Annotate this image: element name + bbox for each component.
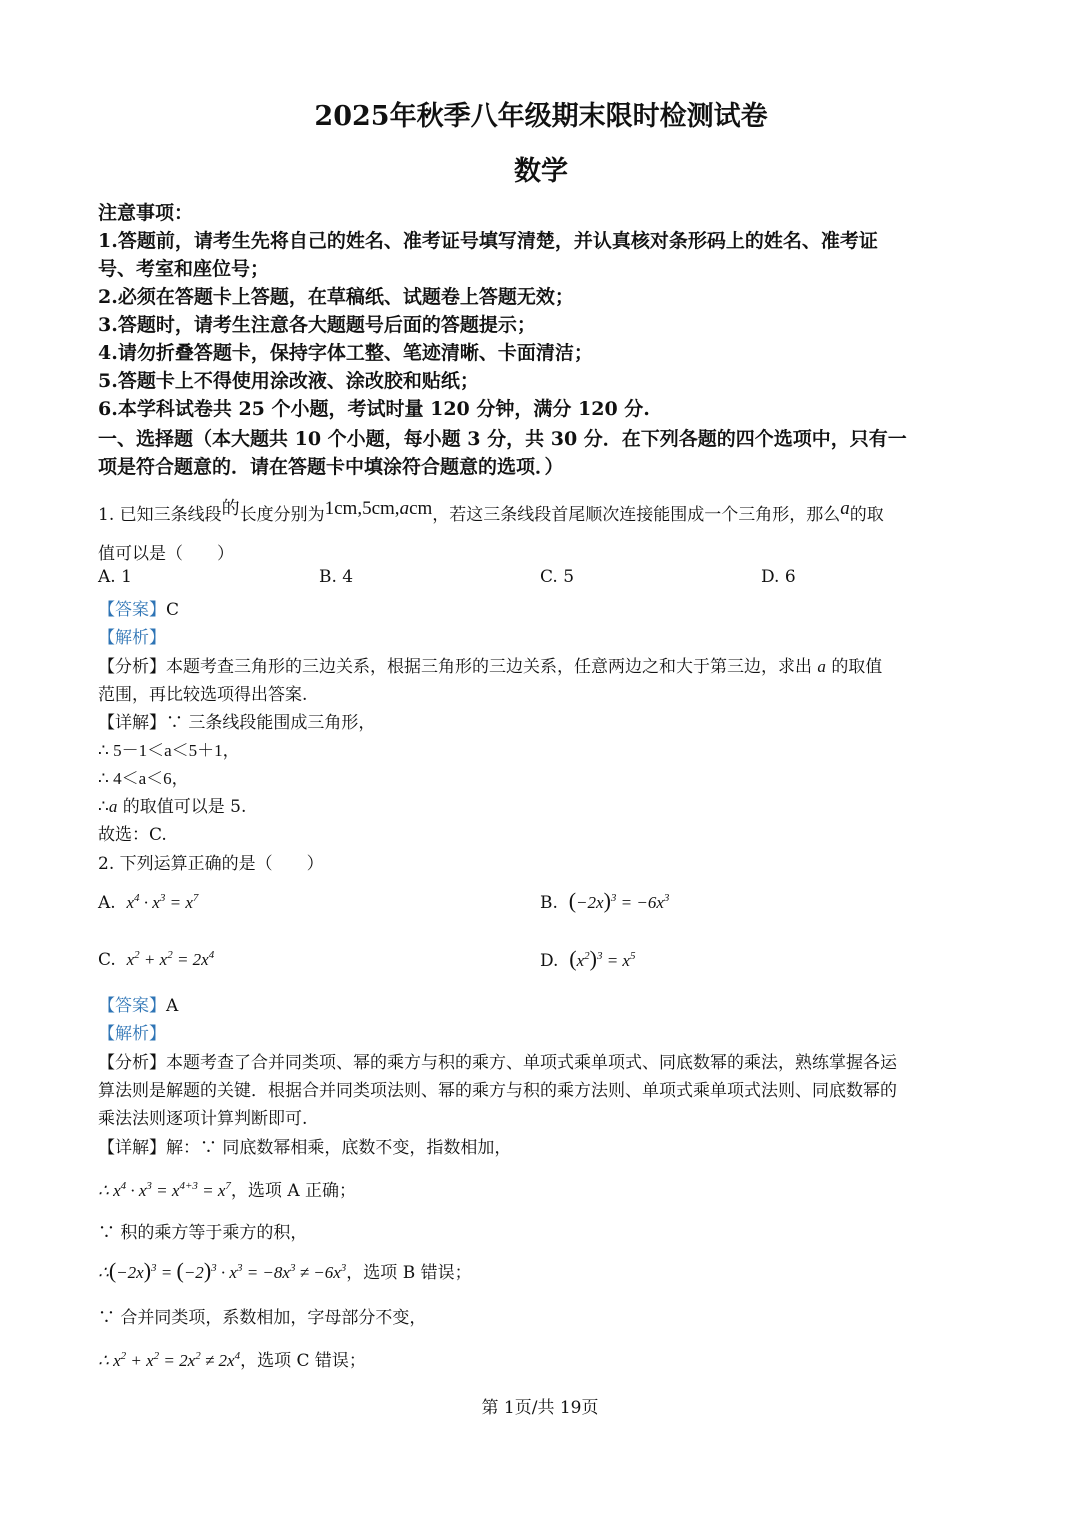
- detail-text: ∵ 合并同类项，系数相加，字母部分不变，: [98, 1308, 427, 1328]
- answer-label: 【答案】: [98, 600, 166, 620]
- option-c: C. $x^2 + x^2 = 2x^4$: [98, 949, 215, 970]
- answer-label: 【答案】: [98, 996, 166, 1016]
- answer-line: [98, 991, 178, 1016]
- page-footer: 第 1页/共 19页: [481, 1398, 599, 1418]
- math-line: ∴ $x^4 \cdot x^3 = x^{4+3} = x^7$，选项 A 正确；: [98, 1180, 357, 1201]
- notice-line: 1.答题前，请考生先将自己的姓名、准考证号填写清楚，并认真核对条形码上的姓名、准考证: [98, 230, 878, 252]
- question-1-stem-cont: 值可以是（ ）: [98, 544, 234, 564]
- notice-line: 2.必须在答题卡上答题，在草稿纸、试题卷上答题无效；: [98, 286, 574, 308]
- notice-line: 3.答题时，请考生注意各大题题号后面的答题提示；: [98, 314, 536, 336]
- math-line: $\therefore(-2x)^3 = (-2)^3 \cdot x^3 = -8x^3 \ne -6x^3$，选项 B 错误；: [98, 1258, 472, 1283]
- detail-text: 【详解】解：∵ 同底数幂相乘，底数不变，指数相加，: [98, 1138, 512, 1158]
- section-heading: 项是符合题意的．请在答题卡中填涂符合题意的选项．）: [98, 456, 564, 478]
- analysis-text: 乘法法则逐项计算判断即可.: [98, 1109, 308, 1129]
- option-c: C. 5: [540, 567, 575, 587]
- analysis-label: 【解析】: [98, 1024, 166, 1044]
- notice-line: 4.请勿折叠答题卡，保持字体工整、笔迹清晰、卡面清洁；: [98, 342, 593, 364]
- choose-line: 故选：C.: [98, 825, 167, 845]
- notice-line: 6.本学科试卷共 25 个小题，考试时量 120 分钟，满分 120 分.: [98, 398, 650, 420]
- math-line: ∴a 的取值可以是 5.: [98, 797, 247, 817]
- math-line: ∴ 5－1＜a＜5＋1，: [98, 741, 240, 760]
- answer-value: C: [166, 600, 180, 620]
- math-line: ∴ 4＜a＜6，: [98, 769, 189, 788]
- subject-title: 数学: [514, 156, 568, 187]
- math-line: ∴ $x^2 + x^2 = 2x^2 \ne 2x^4$，选项 C 错误；: [98, 1350, 366, 1371]
- notice-heading: 注意事项：: [98, 202, 194, 224]
- detail-text: ∵ 积的乘方等于乘方的积，: [98, 1223, 308, 1243]
- answer-value: A: [166, 996, 179, 1016]
- analysis-text: 算法则是解题的关键．根据合并同类项法则、幂的乘方与积的乘方法则、单项式乘单项式法则、同底数幂的: [98, 1081, 897, 1101]
- question-1-stem: 1. 已知三条线段的长度分别为1cm,5cm,acm，若这三条线段首尾顺次连接能围成一个三角形，那么a的取: [98, 498, 884, 525]
- analysis-label: 【解析】: [98, 628, 166, 648]
- answer-line: [98, 595, 179, 620]
- option-a: A. 1: [98, 567, 132, 587]
- option-b: B. 4: [319, 567, 354, 587]
- option-a: A. $x^4 \cdot x^3 = x^7$: [98, 892, 199, 913]
- detail-text: 【详解】∵ 三条线段能围成三角形，: [98, 713, 376, 733]
- notice-line: 5.答题卡上不得使用涂改液、涂改胶和贴纸；: [98, 370, 479, 392]
- analysis-text: 【分析】本题考查三角形的三边关系，根据三角形的三边关系，任意两边之和大于第三边，求出 a 的取值: [98, 657, 883, 677]
- question-2-stem: 2. 下列运算正确的是（ ）: [98, 854, 324, 874]
- option-d: D. $(x^2)^3 = x^5$: [540, 946, 636, 971]
- option-d: D. 6: [761, 567, 796, 587]
- section-heading: 一、选择题（本大题共 10 个小题，每小题 3 分，共 30 分．在下列各题的四个选项中，只有一: [98, 428, 907, 450]
- analysis-text: 【分析】本题考查了合并同类项、幂的乘方与积的乘方、单项式乘单项式、同底数幂的乘法，熟练掌握各运: [98, 1053, 897, 1073]
- option-b: B. $(-2x)^3 = -6x^3$: [540, 888, 670, 913]
- analysis-text: 范围，再比较选项得出答案.: [98, 685, 308, 705]
- notice-line: 号、考室和座位号；: [98, 258, 270, 280]
- exam-title: 2025年秋季八年级期末限时检测试卷: [314, 101, 768, 132]
